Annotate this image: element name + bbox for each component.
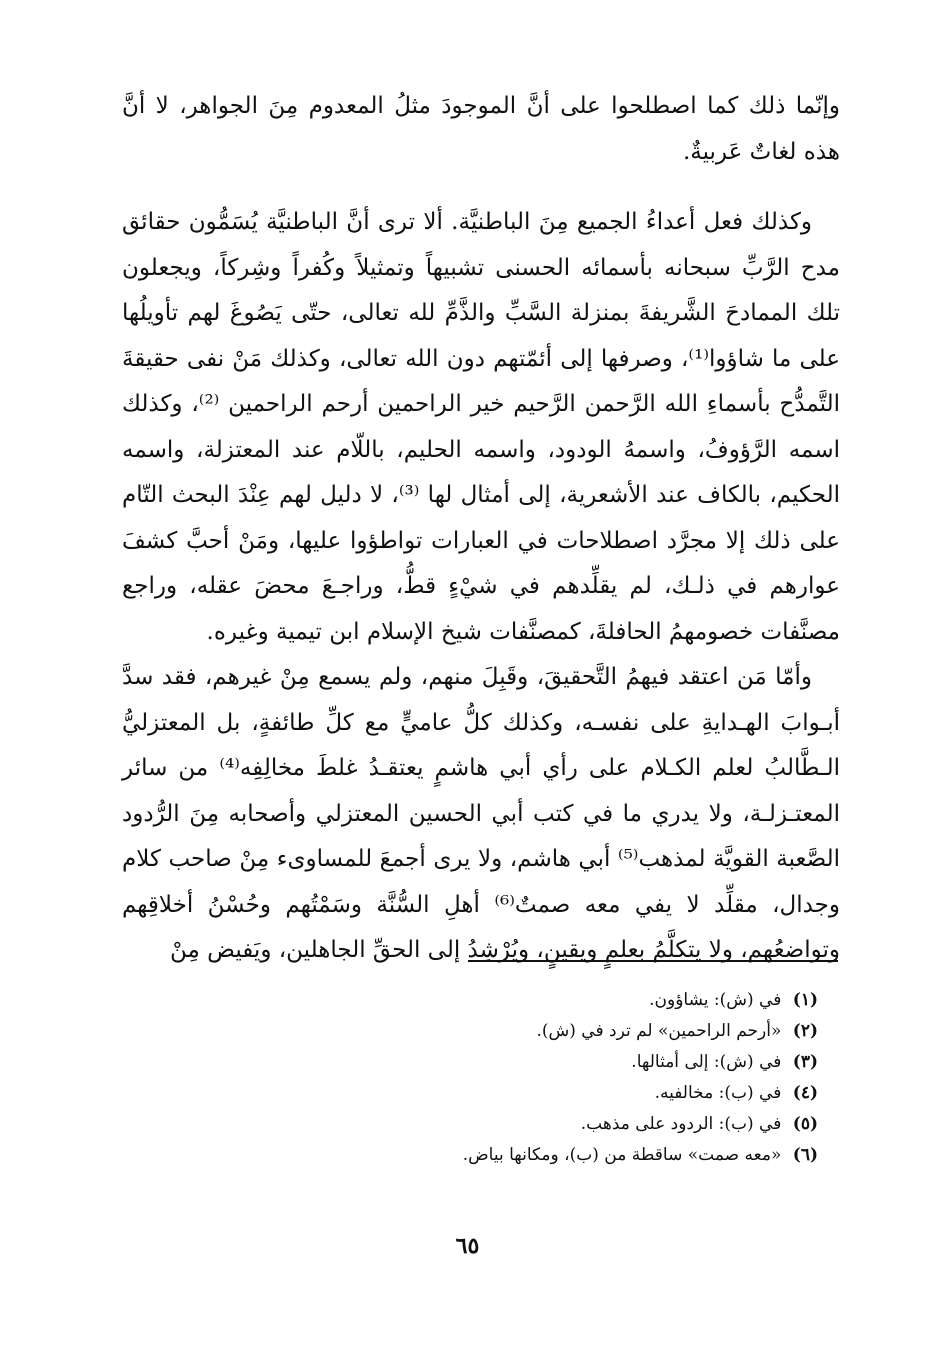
footnote-2 [300, 1016, 818, 1047]
page-number: ٦٥ [455, 1233, 480, 1259]
footnote-6 [300, 1140, 818, 1171]
footnote-number: (١) [792, 990, 818, 1010]
paragraph-1: وإنّما ذلك كما اصطلحوا على أنَّ الموجودَ مثلُ المعدوم مِنَ الجواهر، لا أنَّ هذه لغاتٌ عَربيةٌ. [122, 93, 840, 165]
footnote-number: (٦) [792, 1145, 818, 1165]
footnote-4 [300, 1078, 818, 1109]
paragraph-2: وكذلك فعل أعداءُ الجميع مِنَ الباطنيَّة. ألا ترى أنَّ الباطنيَّة يُسَمُّون حقائق مدح الرَّبِّ سبحانه بأسمائه الحسنى تشبيهاً وتمثيلاً وكُفراً وشِركاً، ويجعلون تلك الممادحَ الشَّريفةَ بمنزلة السَّبِّ والذَّمِّ لله تعالى، حتّى يَصُوغَ لهم تأويلُها على ما شاؤوا⁽¹⁾، وصرفها إلى أئمّتهم دون الله تعالى، وكذلك مَنْ نفى حقيقةَ التَّمدُّح بأسماءِ الله الرَّحمن الرَّحيم خير الراحمين أرحم الراحمين ⁽²⁾، وكذلك اسمه الرَّؤوفُ، واسمهُ الودود، واسمه الحليم، باللّام عند المعتزلة، واسمه الحكيم، بالكاف عند الأشعرية، إلى أمثال لها ⁽³⁾، لا دليل لهم عِنْدَ البحث التّام على ذلك إلا مجرَّد اصطلاحات في العبارات تواطؤوا عليها، ومَنْ أحبَّ كشفَ عوارهم في ذلـك، لم يقلِّدهم في شيْءٍ قطُّ، وراجـعَ محضَ عقله، وراجع مصنَّفات خصومهمُ الحافلةَ، كمصنَّفات شيخ الإسلام ابن تيمية وغيره. [122, 209, 840, 645]
footnote-text: «معه صمت» ساقطة من (ب)، ومكانها بياض. [462, 1145, 782, 1165]
footnote-5 [300, 1109, 818, 1140]
body-text [122, 84, 840, 974]
footnote-number: (٤) [792, 1083, 818, 1103]
footnote-text: «أرحم الراحمين» لم ترد في (ش). [536, 1021, 782, 1041]
footnote-3 [300, 1047, 818, 1078]
paragraph-gap [122, 175, 840, 200]
footnote-number: (٣) [792, 1052, 818, 1072]
footnote-text: في (ش): إلى أمثالها. [631, 1052, 782, 1072]
paragraph-3: وأمّا مَن اعتقد فيهمُ التَّحقيقَ، وقَبِلَ منهم، ولم يسمع مِنْ غيرهم، فقد سدَّ أبـوابَ الهـدايةِ على نفسـه، وكذلك كلُّ عاميٍّ مع كلِّ طائفةٍ، بل المعتزليُّ الـطَّالبُ لعلم الكـلام على رأي أبي هاشمٍ يعتقـدُ غلطَ مخالِفِه⁽⁴⁾ من سائر المعتـزلـة، ولا يدري ما في كتب أبي الحسين المعتزلي وأصحابه مِنَ الرُّدود الصَّعبة القويَّة لمذهب⁽⁵⁾ أبي هاشم، ولا يرى أجمعَ للمساوىء مِنْ صاحب كلام وجدال، مقلِّد لا يفي معه صمتٌ⁽⁶⁾ أهلِ السُّنَّة وسَمْتُهم وحُسْنُ أخلاقِهم وتواضعُهم، ولا يتكلَّمُ بعلمٍ ويقينٍ، ويُرْشِدُ إلى الحقِّ الجاهلين، ويَفيض مِنْ [122, 664, 840, 963]
footnote-text: في (ب): مخالفيه. [654, 1083, 782, 1103]
footnote-divider [468, 960, 838, 962]
footnote-1 [300, 985, 818, 1016]
footnote-text: في (ش): يشاؤون. [649, 990, 782, 1010]
footnotes [300, 985, 818, 1171]
footnote-number: (٥) [792, 1114, 818, 1134]
footnote-number: (٢) [792, 1021, 818, 1041]
footnote-text: في (ب): الردود على مذهب. [580, 1114, 782, 1134]
